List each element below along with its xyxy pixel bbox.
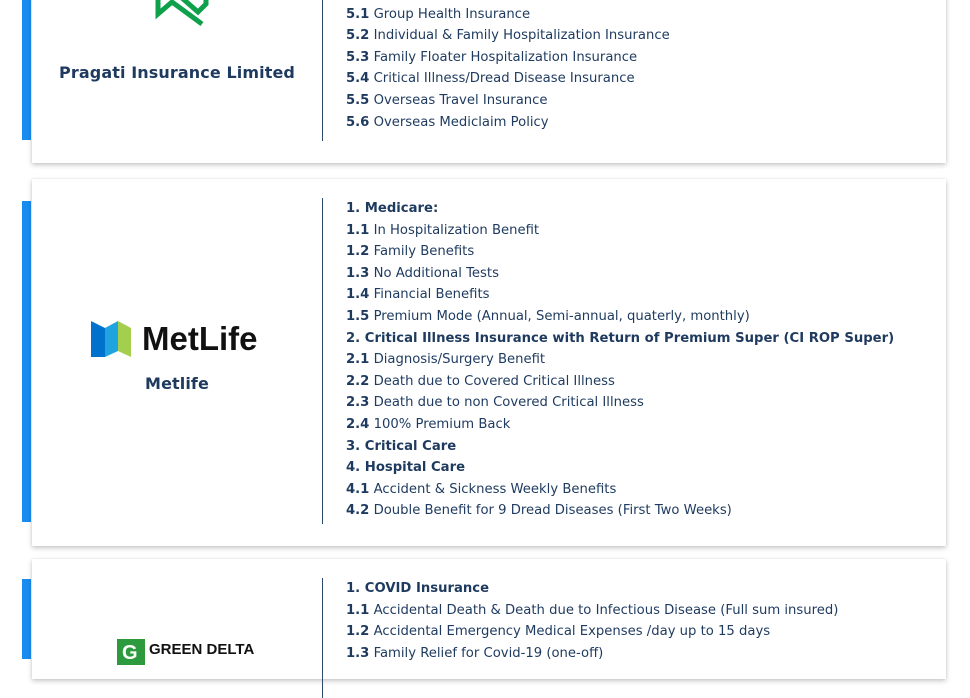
svg-text:G: G [122,642,138,664]
item-number: 1. [346,201,361,216]
item-text: Diagnosis/Surgery Benefit [373,352,546,368]
greendelta-wordmark: GREEN DELTA [149,641,255,658]
item-number: 4.2 [346,503,370,519]
item-number: 2.2 [346,373,370,389]
coverage-item [346,621,838,643]
coverage-list [346,0,670,133]
company-name: Pragati Insurance Limited [59,63,295,82]
item-number: 1.1 [346,222,370,238]
greendelta-mark-icon [32,639,322,669]
item-number: 1.1 [346,602,370,618]
metlife-mark-icon [32,319,322,359]
card-divider [322,198,323,524]
item-text: Family Floater Hospitalization Insurance [373,49,638,65]
item-text: Group Health Insurance [373,6,531,22]
coverage-item [346,263,894,285]
item-text: Double Benefit for 9 Dread Diseases (First Two Weeks) [373,503,732,519]
coverage-item [346,349,894,371]
item-text: Death due to Covered Critical Illness [373,373,615,389]
item-number: 2.3 [346,395,370,411]
item-number: 1.3 [346,265,370,281]
item-text: Family Relief for Covid-19 (one-off) [373,645,604,661]
company-name: Metlife [145,374,209,393]
card-divider [322,0,323,141]
item-text: Critical Care [364,438,457,454]
item-number: 5.6 [346,114,370,130]
coverage-item [346,25,670,47]
coverage-heading [346,198,894,220]
item-number: 5.5 [346,92,370,108]
coverage-list [346,578,838,664]
item-number: 3. [346,438,361,454]
item-number: 5.4 [346,71,370,87]
coverage-item [346,90,670,112]
item-text: Family Benefits [373,244,475,260]
pragati-arrow-icon [32,0,322,42]
item-number: 5.1 [346,6,370,22]
coverage-item [346,500,894,522]
coverage-item [346,414,894,436]
coverage-item [346,241,894,263]
item-text: Overseas Mediclaim Policy [373,114,549,130]
item-number: 2. [346,330,361,346]
item-text: Medicare: [364,201,439,216]
coverage-item [346,284,894,306]
coverage-item [346,392,894,414]
coverage-item [346,47,670,69]
item-text: Financial Benefits [373,287,490,303]
item-text: Accidental Emergency Medical Expenses /day up to 15 days [373,624,771,640]
item-text: Premium Mode (Annual, Semi-annual, quaterly, monthly) [373,308,750,324]
item-number: 1.4 [346,287,370,303]
item-number: 4. [346,460,361,476]
coverage-heading [346,436,894,458]
item-text: Accident & Sickness Weekly Benefits [373,481,617,497]
coverage-item [346,220,894,242]
coverage-item [346,306,894,328]
coverage-item [346,371,894,393]
pragati-logo [32,0,322,60]
item-text: Death due to non Covered Critical Illness [373,395,644,411]
coverage-item [346,479,894,501]
card-accent-bar [22,0,31,140]
insurer-card-greendelta [32,559,946,679]
item-number: 1.2 [346,624,370,640]
coverage-item [346,643,838,665]
item-number: 2.1 [346,352,370,368]
metlife-logo [32,319,322,359]
insurer-card-metlife [32,179,946,546]
card-divider [322,578,323,698]
item-number: 1.2 [346,244,370,260]
item-number: 2.4 [346,416,370,432]
item-text: Critical Illness Insurance with Return of Premium Super (CI ROP Super) [364,330,895,346]
item-number: 1.3 [346,645,370,661]
metlife-wordmark: MetLife [142,320,258,357]
coverage-item [346,68,670,90]
insurer-card-pragati [32,0,946,163]
coverage-list [346,198,894,522]
item-text: Individual & Family Hospitalization Insurance [373,28,670,44]
coverage-item [346,600,838,622]
item-text: Hospital Care [364,460,466,476]
coverage-item [346,4,670,26]
card-accent-bar [22,201,31,522]
item-number: 5.2 [346,28,370,44]
coverage-heading [346,578,838,600]
item-number: 5.3 [346,49,370,65]
item-text: No Additional Tests [373,265,499,281]
greendelta-logo [32,639,322,669]
coverage-heading [346,457,894,479]
item-text: COVID Insurance [364,581,490,596]
item-number: 1.5 [346,308,370,324]
coverage-item [346,112,670,134]
item-text: Overseas Travel Insurance [373,92,548,108]
card-accent-bar [22,579,31,659]
item-text: 100% Premium Back [373,416,511,432]
item-number: 4.1 [346,481,370,497]
item-text: In Hospitalization Benefit [373,222,540,238]
item-text: Accidental Death & Death due to Infectious Disease (Full sum insured) [373,602,839,618]
item-text: Critical Illness/Dread Disease Insurance [373,71,635,87]
coverage-heading [346,328,894,350]
item-number: 1. [346,581,361,596]
